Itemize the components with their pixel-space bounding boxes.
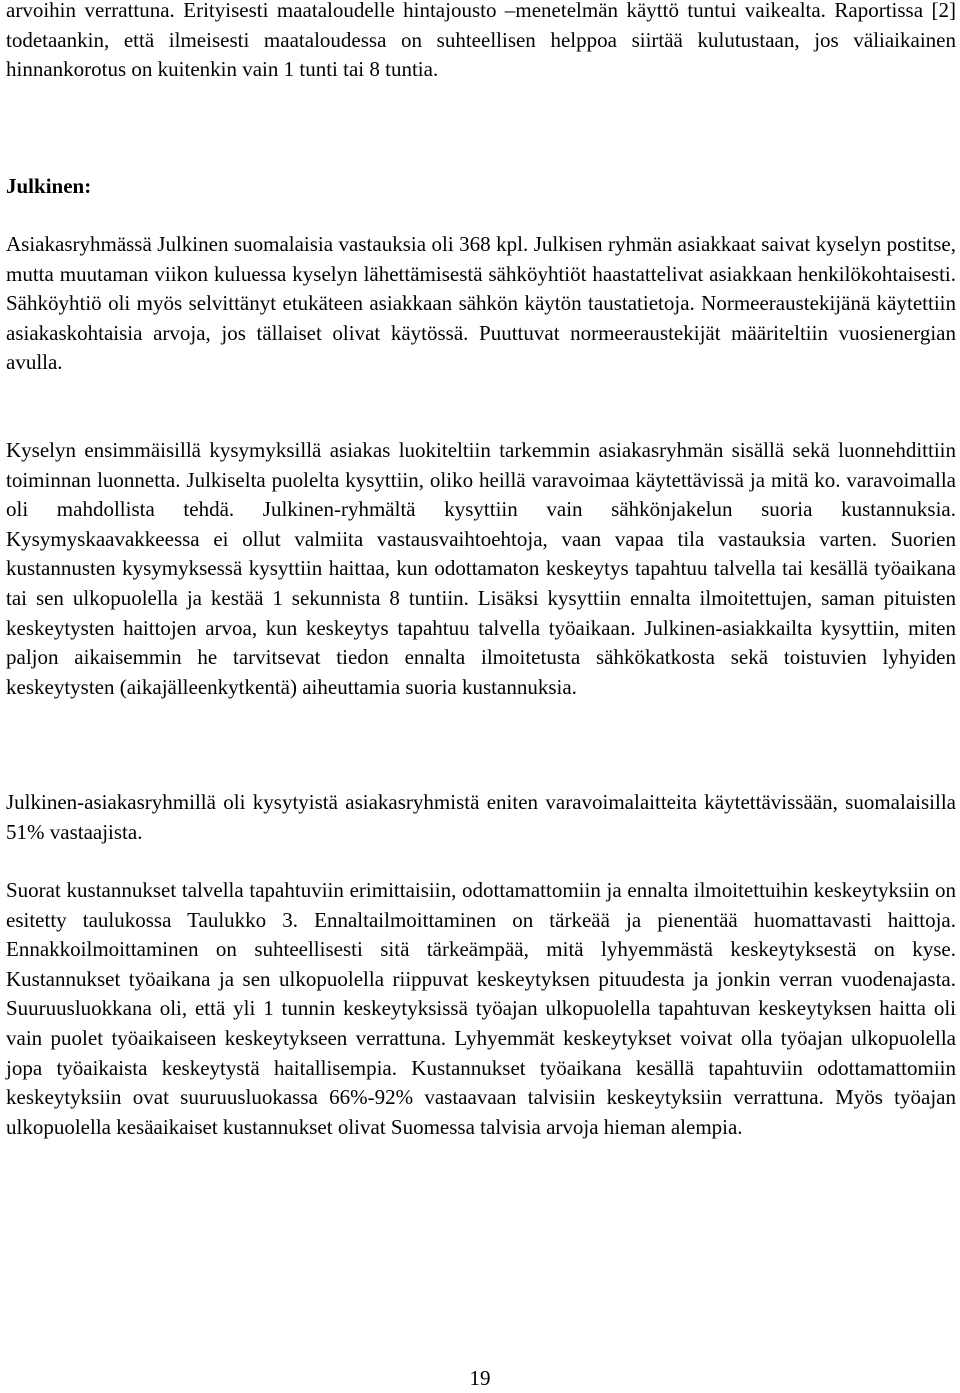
section-heading: Julkinen:	[6, 174, 92, 198]
page-number: 19	[469, 1366, 491, 1390]
paragraph-backup-power: Julkinen-asiakasryhmillä oli kysytyistä asiakasryhmistä eniten varavoimalaitteita käytettävissään, suomalaisilla 51% vastaajista.	[6, 790, 956, 844]
paragraph-direct-costs: Suorat kustannukset talvella tapahtuviin erimittaisiin, odottamattomiin ja ennalta ilmoitettuihin keskeytyksiin on esitetty taulukossa Taulukko 3. Ennaltailmoittaminen on tärkeää ja pienentää huomattavasti haittoja. Ennakkoilmoittaminen on suhteellisesti sitä tärkeämpää, mitä lyhyemmästä keskeytyksestä on kyse. Kustannukset työaikana ja sen ulkopuolella riippuvat keskeytyksen pituudesta ja jonkin verran vuodenajasta. Suuruusluokkana oli, että yli 1 tunnin keskeytyksissä työajan ulkopuolella tapahtuvan keskeytyksen haitta oli vain puolet työaikaiseen keskeytykseen verrattuna. Lyhyemmät keskeytykset voivat olla työajan ulkopuolella jopa työaikaista keskeytystä haitallisempia. Kustannukset työaikana kesällä tapahtuviin odottamattomiin keskeytyksiin ovat suuruusluokassa 66%-92% vastaavaan talvisiin keskeytyksiin verrattuna. Myös työajan ulkopuolella kesäaikaiset kustannukset olivat Suomessa talvisia arvoja hieman alempia.	[6, 878, 956, 1139]
intro-paragraph: arvoihin verrattuna. Erityisesti maataloudelle hintajousto –menetelmän käyttö tuntui vaikealta. Raportissa [2] todetaankin, että ilmeisesti maataloudessa on suhteellisen helppoa siirtää kulutustaan, jos väliaikainen hinnankorotus on kuitenkin vain 1 tunti tai 8 tuntia.	[6, 0, 956, 82]
paragraph-survey-questions: Kyselyn ensimmäisillä kysymyksillä asiakas luokiteltiin tarkemmin asiakasryhmän sisällä sekä luonnehdittiin toiminnan luonnetta. Julkiselta puolelta kysyttiin, oliko heillä varavoimaa käytettävissä ja mitä ko. varavoimalla oli mahdollista tehdä. Julkinen-ryhmältä kysyttiin vain sähkönjakelun suoria kustannuksia. Kysymyskaavakkeessa ei ollut valmiita vastausvaihtoehtoja, vaan vapaa tila vastauksia varten. Suorien kustannusten kysymyksessä kysyttiin haittaa, kun odottamaton keskeytys tapahtuu talvella tai kesällä työaikana tai sen ulkopuolella ja kestää 1 sekunnista 8 tuntiin. Lisäksi kysyttiin ennalta ilmoitettujen, saman pituisten keskeytysten haittojen arvoa, kun keskeytys tapahtuu talvella työaikaan. Julkinen-asiakkailta kysyttiin, miten paljon aikaisemmin he tarvitsevat tiedon ennalta ilmoitetusta sähkökatkosta sekä toistuvien lyhyiden keskeytysten (aikajälleenkytkentä) aiheuttamia suoria kustannuksia.	[6, 438, 956, 699]
paragraph-respondents: Asiakasryhmässä Julkinen suomalaisia vastauksia oli 368 kpl. Julkisen ryhmän asiakkaat saivat kyselyn postitse, mutta muutaman viikon kuluessa kyselyn lähettämisestä sähköyhtiöt haastattelivat asiakkaan henkilökohtaisesti. Sähköyhtiö oli myös selvittänyt etukäteen asiakkaan sähkön käytön taustatietoja. Normeeraustekijänä käytettiin asiakaskohtaisia arvoja, jos tällaiset olivat käytössä. Puuttuvat normeeraustekijät määriteltiin vuosienergian avulla.	[6, 232, 956, 375]
